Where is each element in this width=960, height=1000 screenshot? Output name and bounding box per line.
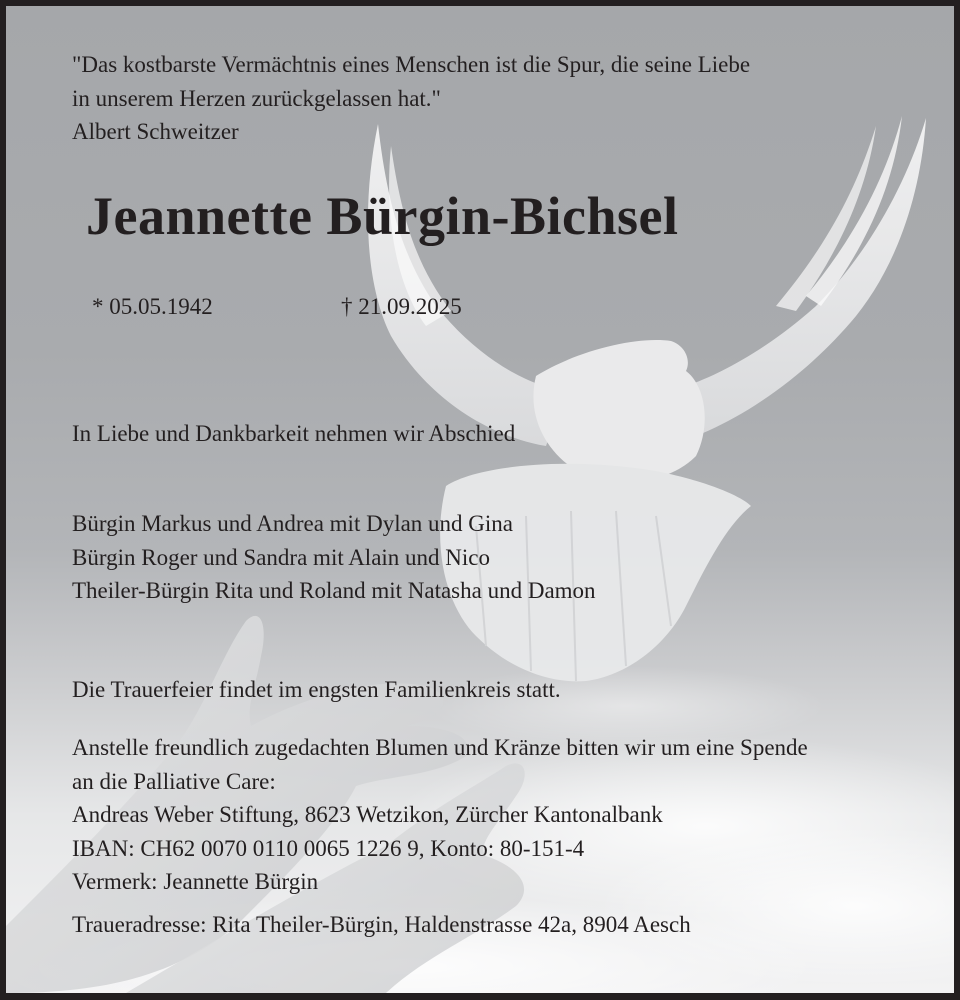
mourning-address: Traueradresse: Rita Theiler-Bürgin, Haldenstrasse 42a, 8904 Aesch [72,912,691,937]
mourner-item: Bürgin Roger und Sandra mit Alain und Nico [72,544,491,570]
donation-line: Andreas Weber Stiftung, 8623 Wetzikon, Zürcher Kantonalbank [72,802,663,827]
quote-author: Albert Schweitzer [72,119,239,144]
donation-block [72,731,808,899]
death-date: † 21.09.2025 [341,294,462,319]
mourners-list [72,507,596,608]
donation-iban: IBAN: CH62 0070 0110 0065 1226 9, Konto: 80-151-4 [72,835,585,861]
farewell-text: In Liebe und Dankbarkeit nehmen wir Abschied [72,421,516,446]
birth-date: * 05.05.1942 [92,294,213,319]
quote-block [72,48,750,149]
donation-line: an die Palliative Care: [72,768,276,794]
quote-line: "Das kostbarste Vermächtnis eines Menschen ist die Spur, die seine Liebe [72,52,751,77]
donation-note: Vermerk: Jeannette Bürgin [72,869,319,894]
quote-line: in unserem Herzen zurückgelassen hat." [72,85,441,111]
mourner-item: Theiler-Bürgin Rita und Roland mit Natasha und Damon [72,578,596,603]
mourner-item: Bürgin Markus und Andrea mit Dylan und Gina [72,511,513,536]
deceased-name: Jeannette Bürgin-Bichsel [86,186,679,246]
donation-line: Anstelle freundlich zugedachten Blumen und Kränze bitten wir um eine Spende [72,735,808,760]
obituary-card [6,6,954,993]
ceremony-notice: Die Trauerfeier findet im engsten Familienkreis statt. [72,677,561,702]
